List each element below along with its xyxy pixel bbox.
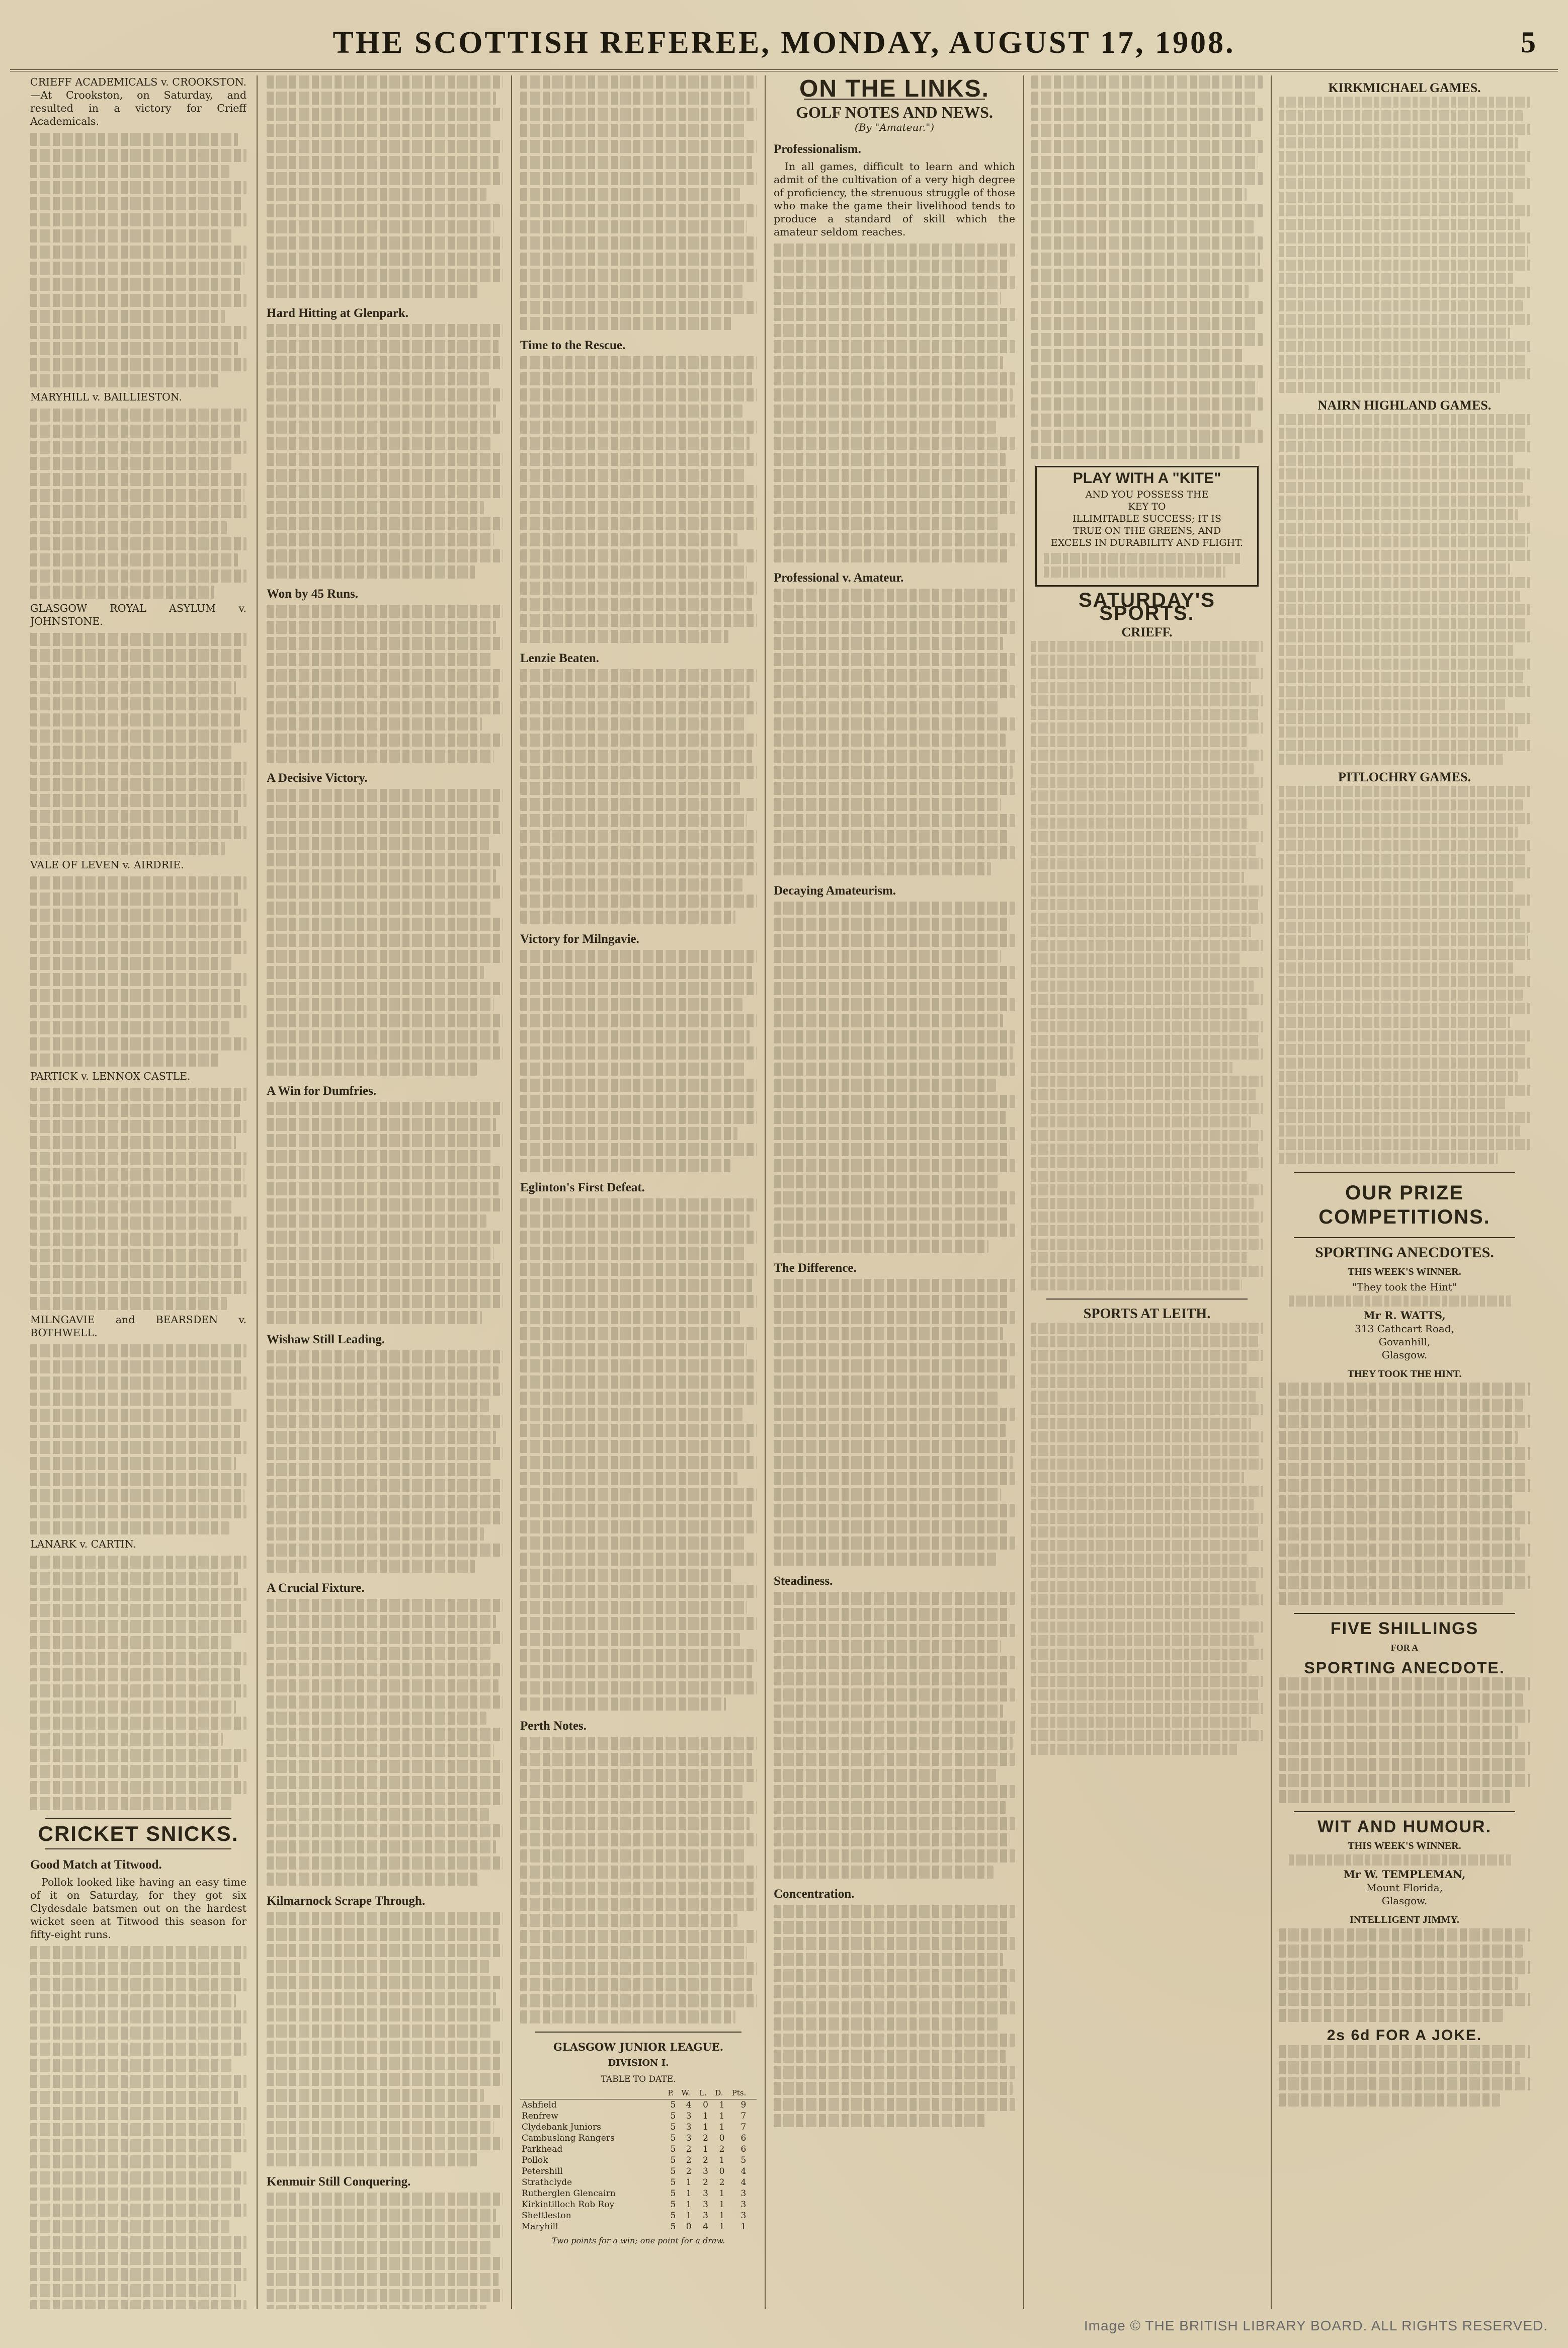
- league-row: [520, 2199, 757, 2210]
- col2-text-block: [267, 1350, 503, 1573]
- league-cell: 1: [686, 2200, 692, 2210]
- golf-notes-heading: GOLF NOTES AND NEWS.: [796, 103, 993, 121]
- subheading: Won by 45 Runs.: [267, 587, 359, 601]
- section-rule: [1294, 1172, 1515, 1173]
- league-club: Strathclyde: [522, 2177, 572, 2188]
- subheading: Decaying Amateurism.: [774, 884, 896, 898]
- league-row: [520, 2188, 757, 2199]
- byline: (By "Amateur."): [854, 121, 935, 133]
- league-cell: 0: [719, 2166, 725, 2176]
- league-cell: 5: [670, 2122, 676, 2132]
- anecdote-winner-name: Mr R. WATTS,: [1363, 1309, 1446, 1322]
- image-credit: Image © THE BRITISH LIBRARY BOARD. ALL RIGHTS RESERVED.: [1084, 2318, 1548, 2333]
- col4-text-block: [774, 1905, 1015, 2127]
- match-heading: VALE OF LEVEN v. AIRDRIE.: [30, 859, 184, 871]
- col3-text-block: [520, 669, 757, 924]
- league-cell: 3: [703, 2211, 708, 2221]
- col3-text-block: [520, 1737, 757, 2023]
- col3-text-block: [520, 356, 757, 643]
- col1-text-block: [30, 1088, 246, 1310]
- crieff-heading: CRIEFF.: [1121, 625, 1173, 639]
- kite-advert: [1035, 466, 1259, 587]
- masthead-title: THE SCOTTISH REFEREE, MONDAY, AUGUST 17, 1908.: [333, 25, 1235, 60]
- league-cell: 5: [740, 2155, 747, 2165]
- league-cell: 9: [740, 2100, 747, 2110]
- col4-text-block: [774, 1592, 1015, 1879]
- section-rule: [535, 2032, 741, 2033]
- league-cell: 2: [703, 2177, 708, 2188]
- league-club: Kirkintilloch Rob Roy: [522, 2200, 615, 2210]
- league-row: [520, 2111, 757, 2122]
- league-cell: 1: [719, 2100, 725, 2110]
- column-rule: [1271, 75, 1272, 2309]
- anecdote-winner-block: [1279, 1280, 1530, 1361]
- league-cell: 3: [740, 2189, 747, 2199]
- league-cell: 1: [703, 2111, 708, 2121]
- anecdote-weeks-winner: THIS WEEK'S WINNER.: [1348, 1266, 1461, 1277]
- kirkmichael-heading: KIRKMICHAEL GAMES.: [1328, 80, 1481, 95]
- league-header-cell: L.: [698, 2087, 713, 2099]
- joke-offer-heading: 2s 6d FOR A JOKE.: [1327, 2027, 1482, 2044]
- league-cell: 2: [719, 2144, 725, 2154]
- league-row: [520, 2144, 757, 2155]
- league-subtitle: TABLE TO DATE.: [601, 2074, 676, 2084]
- league-club: Renfrew: [522, 2111, 558, 2121]
- kite-advert-line: KEY TO: [1128, 501, 1166, 512]
- league-header-cell: [520, 2087, 667, 2099]
- league-header-cell: P.: [667, 2087, 680, 2099]
- pitlochry-results: [1279, 786, 1530, 1164]
- nairn-heading: NAIRN HIGHLAND GAMES.: [1317, 398, 1492, 413]
- joke-offer-text: [1279, 2045, 1530, 2107]
- kite-advert-small-print: [1044, 553, 1250, 578]
- league-cell: 1: [740, 2222, 747, 2232]
- kite-advert-line: ILLIMITABLE SUCCESS; IT IS: [1072, 513, 1221, 524]
- section-rule: [1046, 1299, 1248, 1300]
- league-cell: 1: [719, 2122, 725, 2132]
- match-heading: PARTICK v. LENNOX CASTLE.: [30, 1070, 191, 1082]
- league-cell: 5: [670, 2222, 676, 2232]
- league-cell: 0: [686, 2222, 692, 2232]
- col1-text-block: [30, 1344, 246, 1534]
- league-cell: 1: [719, 2155, 725, 2165]
- league-cell: 0: [703, 2100, 708, 2110]
- league-cell: 6: [740, 2144, 747, 2154]
- league-cell: 1: [686, 2211, 692, 2221]
- league-cell: 3: [703, 2200, 708, 2210]
- subheading: A Win for Dumfries.: [267, 1084, 377, 1098]
- subheading: Hard Hitting at Glenpark.: [267, 306, 408, 320]
- league-cell: 3: [740, 2200, 747, 2210]
- league-cell: 4: [740, 2177, 747, 2188]
- cricket-snicks-heading: CRICKET SNICKS.: [38, 1822, 239, 1845]
- column-rule: [1023, 75, 1024, 2309]
- col5-text-block: [1031, 75, 1263, 459]
- subheading: A Crucial Fixture.: [267, 1581, 365, 1595]
- page-number: 5: [1521, 26, 1538, 59]
- col1-text-block: [30, 1556, 246, 1810]
- league-cell: 0: [719, 2133, 725, 2143]
- league-cell: 5: [670, 2189, 676, 2199]
- col1-text-block: [30, 1946, 246, 2309]
- prize-competitions-heading: OUR PRIZE COMPETITIONS.: [1318, 1182, 1491, 1228]
- kite-advert-line: EXCELS IN DURABILITY AND FLIGHT.: [1050, 537, 1244, 548]
- anecdote-winner-address: Glasgow.: [1381, 1349, 1428, 1361]
- league-cell: 2: [719, 2177, 725, 2188]
- crieff-results: [1031, 641, 1263, 1290]
- col2-text-block: [267, 75, 503, 298]
- league-header-row: [520, 2087, 757, 2099]
- league-division: DIVISION I.: [608, 2058, 669, 2068]
- sporting-anecdote-heading: SPORTING ANECDOTE.: [1304, 1659, 1505, 1677]
- league-cell: 7: [740, 2111, 747, 2121]
- column-4: [774, 75, 1015, 2309]
- league-cell: 4: [703, 2222, 708, 2232]
- league-row: [520, 2155, 757, 2166]
- league-cell: 1: [719, 2189, 725, 2199]
- column-rule: [511, 75, 512, 2309]
- league-cell: 2: [703, 2133, 708, 2143]
- col1-opening: CRIEFF ACADEMICALS v. CROOKSTON.—At Crookston, on Saturday, and resulted in a victory for Crieff Academicals.: [30, 76, 246, 127]
- league-note: Two points for a win; one point for a draw.: [551, 2236, 725, 2245]
- league-club: Pollok: [522, 2155, 548, 2165]
- league-cell: 5: [670, 2166, 676, 2176]
- league-header-cell: D.: [713, 2087, 730, 2099]
- anecdote-winner-address: 313 Cathcart Road,: [1355, 1323, 1454, 1335]
- league-cell: 1: [703, 2122, 708, 2132]
- col4-text-block: [774, 902, 1015, 1253]
- anecdote-title: "They took the Hint": [1352, 1281, 1457, 1293]
- kirkmichael-results: [1279, 97, 1530, 393]
- league-club: Maryhill: [522, 2222, 558, 2232]
- league-cell: 3: [686, 2111, 692, 2121]
- column-3: [520, 75, 757, 2309]
- league-club: Clydebank Juniors: [522, 2122, 601, 2132]
- league-cell: 3: [740, 2211, 747, 2221]
- league-cell: 5: [670, 2100, 676, 2110]
- wit-winner-name: Mr W. TEMPLEMAN,: [1343, 1868, 1466, 1881]
- subheading: Wishaw Still Leading.: [267, 1333, 385, 1346]
- league-cell: 2: [686, 2144, 692, 2154]
- league-row: [520, 2221, 757, 2232]
- col2-text-block: [267, 1102, 503, 1324]
- anecdote-text-block: [1279, 1383, 1530, 1605]
- league-cell: 1: [719, 2222, 725, 2232]
- subheading: Time to the Rescue.: [520, 339, 626, 352]
- column-2: [267, 75, 503, 2309]
- kite-advert-sub: AND YOU POSSESS THE: [1085, 489, 1209, 500]
- league-row: [520, 2177, 757, 2188]
- col4-text-block: [774, 244, 1015, 562]
- column-rule: [765, 75, 766, 2309]
- match-heading: LANARK v. CARTIN.: [30, 1538, 137, 1550]
- wit-winner-address: Glasgow.: [1381, 1895, 1428, 1907]
- league-cell: 5: [670, 2211, 676, 2221]
- for-a-heading: FOR A: [1390, 1643, 1419, 1653]
- col2-text-block: [267, 789, 503, 1076]
- col2-text-block: [267, 324, 503, 579]
- subheading: Victory for Milngavie.: [520, 932, 639, 946]
- wit-winner-address: Mount Florida,: [1366, 1882, 1443, 1894]
- kite-advert-title: PLAY WITH A "KITE": [1072, 470, 1221, 487]
- col4-text-block: [774, 1279, 1015, 1566]
- five-shillings-heading: FIVE SHILLINGS: [1330, 1619, 1479, 1638]
- match-heading: MILNGAVIE and BEARSDEN v. BOTHWELL.: [30, 1314, 246, 1339]
- col1-text-block: [30, 133, 246, 387]
- league-cell: 5: [670, 2200, 676, 2210]
- match-heading: GLASGOW ROYAL ASYLUM v. JOHNSTONE.: [30, 602, 246, 627]
- section-rule: [1294, 1237, 1515, 1238]
- league-cell: 1: [686, 2177, 692, 2188]
- league-header-cell: W.: [680, 2087, 698, 2099]
- league-cell: 3: [703, 2166, 708, 2176]
- league-cell: 1: [719, 2111, 725, 2121]
- column-1: [30, 75, 246, 2309]
- col1-text-block: [30, 633, 246, 855]
- wit-winner-block: [1279, 1854, 1530, 1907]
- league-cell: 4: [686, 2100, 692, 2110]
- col4-text-block: [774, 589, 1015, 875]
- wit-humour-heading: WIT AND HUMOUR.: [1317, 1817, 1492, 1836]
- league-club: Petershill: [522, 2166, 563, 2176]
- columns: [0, 75, 1568, 2319]
- subheading: Concentration.: [774, 1887, 855, 1901]
- anecdote-intro-text: [1289, 1296, 1520, 1307]
- league-club: Ashfield: [522, 2100, 557, 2110]
- leith-results: [1031, 1323, 1263, 1755]
- league-club: Parkhead: [522, 2144, 563, 2154]
- league-cell: 5: [670, 2133, 676, 2143]
- league-cell: 7: [740, 2122, 747, 2132]
- section-rule: [1294, 1811, 1515, 1812]
- league-cell: 3: [703, 2189, 708, 2199]
- joke-text-block: [1279, 1928, 1530, 2022]
- league-row: [520, 2210, 757, 2221]
- subheading: Lenzie Beaten.: [520, 652, 599, 665]
- league-cell: 1: [703, 2144, 708, 2154]
- league-body: [520, 2099, 757, 2233]
- sporting-anecdotes-heading: SPORTING ANECDOTES.: [1315, 1244, 1494, 1261]
- league-cell: 3: [686, 2122, 692, 2132]
- league-title: GLASGOW JUNIOR LEAGUE.: [553, 2041, 724, 2053]
- anecdote-winner-address: Govanhill,: [1378, 1336, 1431, 1348]
- sports-at-leith-heading: SPORTS AT LEITH.: [1083, 1306, 1211, 1322]
- wit-weeks-winner: THIS WEEK'S WINNER.: [1348, 1840, 1461, 1851]
- intelligent-jimmy-heading: INTELLIGENT JIMMY.: [1350, 1914, 1459, 1925]
- league-club: Rutherglen Glencairn: [522, 2189, 616, 2199]
- league-table: [520, 2087, 757, 2232]
- col3-text-block: [520, 950, 757, 1172]
- column-5: [1031, 75, 1263, 2309]
- league-row: [520, 2133, 757, 2144]
- league-cell: 1: [686, 2189, 692, 2199]
- league-club: Shettleston: [522, 2211, 571, 2221]
- subheading: Steadiness.: [774, 1574, 833, 1588]
- col3-text-block: [520, 75, 757, 330]
- col1-text-block: [30, 409, 246, 599]
- col2-text-block: [267, 1912, 503, 2166]
- subheading: The Difference.: [774, 1261, 857, 1275]
- subheading: Good Match at Titwood.: [30, 1858, 162, 1872]
- section-rule: [1294, 1613, 1515, 1614]
- offer-text-block: [1279, 1677, 1530, 1803]
- section-rule: [45, 1818, 231, 1819]
- kite-advert-line: TRUE ON THE GREENS, AND: [1072, 525, 1221, 536]
- masthead: [0, 20, 1568, 65]
- league-row: [520, 2166, 757, 2177]
- league-cell: 5: [670, 2177, 676, 2188]
- section-rule: [45, 1848, 231, 1849]
- nairn-results: [1279, 414, 1530, 765]
- league-club: Cambuslang Rangers: [522, 2133, 615, 2143]
- column-rule: [257, 75, 258, 2309]
- col2-text-block: [267, 2193, 503, 2309]
- league-cell: 6: [740, 2133, 747, 2143]
- league-cell: 2: [686, 2166, 692, 2176]
- subheading: Professional v. Amateur.: [774, 571, 904, 585]
- col2-text-block: [267, 1599, 503, 1886]
- league-cell: 2: [703, 2155, 708, 2165]
- match-heading: MARYHILL v. BAILLIESTON.: [30, 391, 182, 403]
- col1-text-block: [30, 876, 246, 1067]
- col3-text-block: [520, 1198, 757, 1711]
- col4-paragraph: In all games, difficult to learn and which admit of the cultivation of a very high degree of proficiency, the strenuous struggle of those who make the game their livelihood tends to produce a standard of skill which the amateur seldom reaches.: [774, 160, 1015, 238]
- subheading: Professionalism.: [774, 142, 861, 156]
- saturdays-sports-heading: SATURDAY'S SPORTS.: [1079, 589, 1215, 624]
- subheading: A Decisive Victory.: [267, 771, 368, 785]
- subheading: Kilmarnock Scrape Through.: [267, 1894, 426, 1908]
- wit-intro-text: [1289, 1854, 1520, 1866]
- league-cell: 3: [686, 2133, 692, 2143]
- league-cell: 5: [670, 2155, 676, 2165]
- masthead-rule: [10, 69, 1558, 71]
- league-cell: 2: [686, 2155, 692, 2165]
- league-header-cell: Pts.: [730, 2087, 757, 2099]
- col1-paragraph: Pollok looked like having an easy time of it on Saturday, for they got six Clydesdale batsmen out on the hardest wicket seen at Titwood this season for fifty-eight runs.: [30, 1876, 246, 1940]
- col2-text-block: [267, 605, 503, 763]
- on-the-links-heading: ON THE LINKS.: [799, 75, 989, 102]
- league-cell: 4: [740, 2166, 747, 2176]
- league-cell: 5: [670, 2144, 676, 2154]
- column-6: [1279, 75, 1530, 2309]
- league-cell: 1: [719, 2200, 725, 2210]
- subheading: Kenmuir Still Conquering.: [267, 2175, 411, 2189]
- pitlochry-heading: PITLOCHRY GAMES.: [1338, 770, 1471, 784]
- league-cell: 1: [719, 2211, 725, 2221]
- they-took-hint-heading: THEY TOOK THE HINT.: [1347, 1368, 1462, 1380]
- league-row: [520, 2099, 757, 2111]
- subheading: Eglinton's First Defeat.: [520, 1181, 645, 1194]
- league-cell: 5: [670, 2111, 676, 2121]
- subheading: Perth Notes.: [520, 1719, 587, 1733]
- league-row: [520, 2122, 757, 2133]
